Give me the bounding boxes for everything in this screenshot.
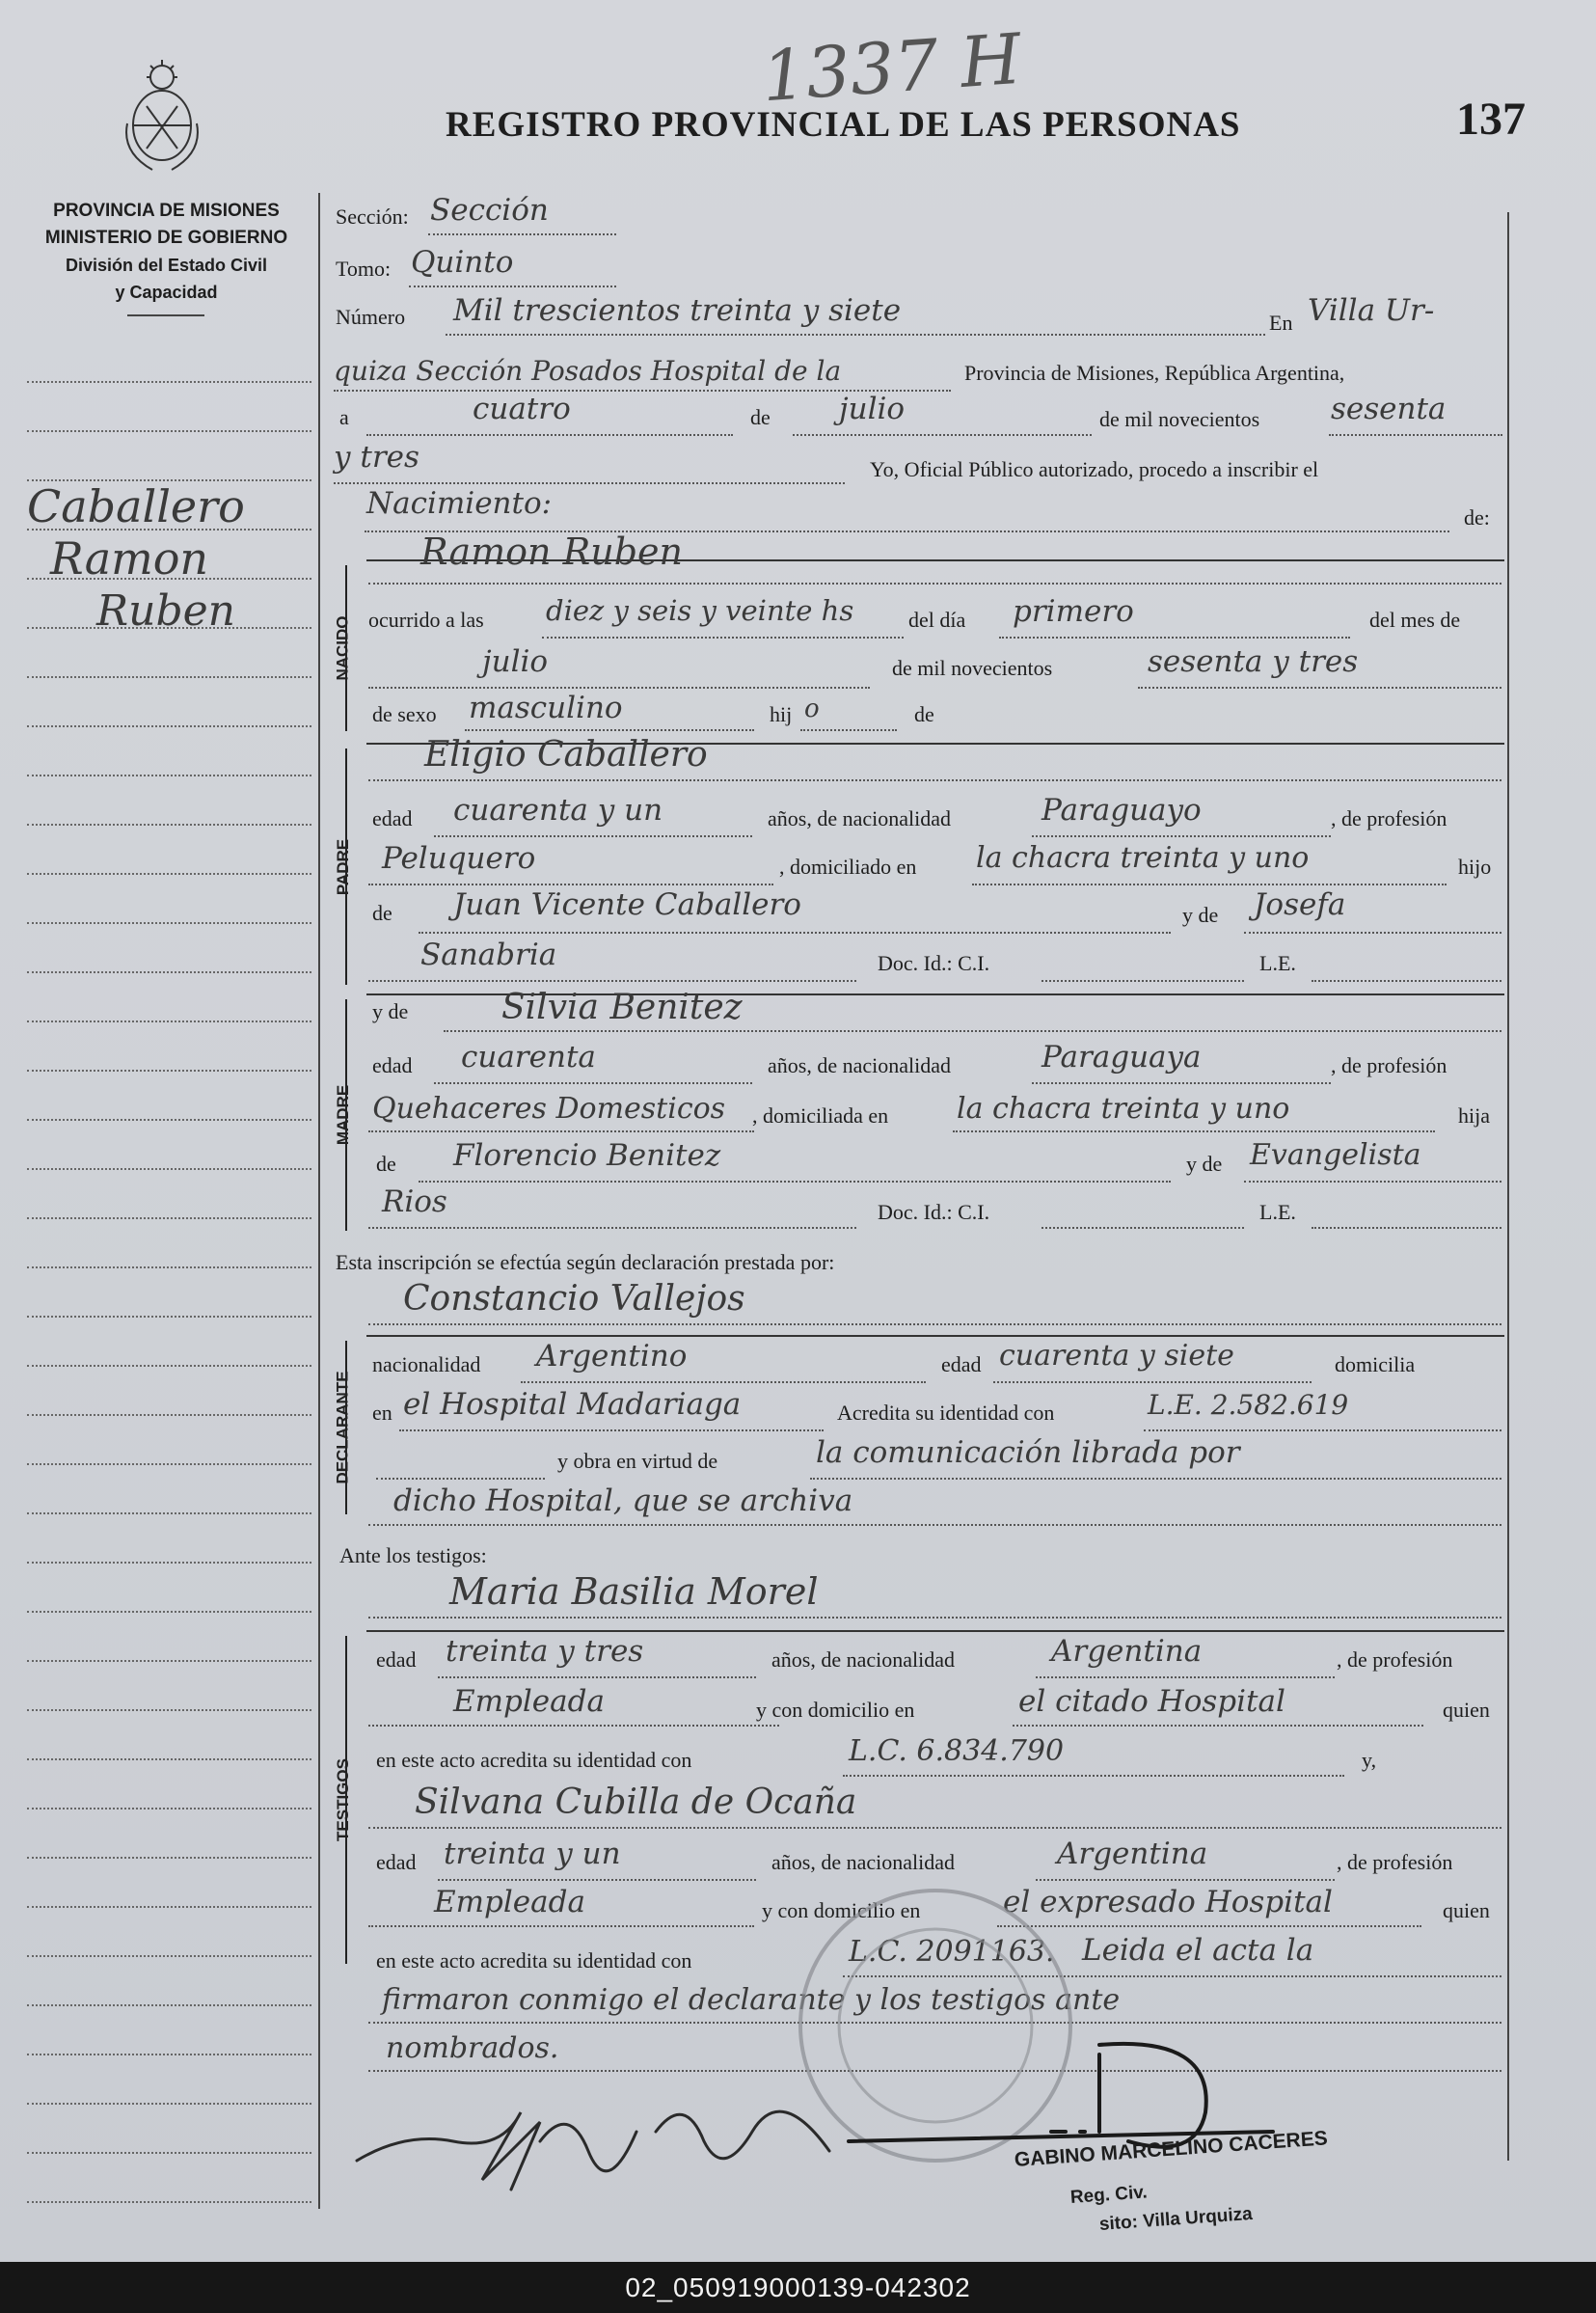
tomo-value: Quinto [411, 245, 514, 280]
section-madre-label: MADRE [334, 1084, 352, 1146]
padre-prof-value: Peluquero [382, 841, 536, 876]
testigo-1-edad-value: treinta y tres [446, 1634, 644, 1669]
padre-mother-value-1: Josefa [1254, 887, 1346, 922]
testigo-2-edad-value: treinta y un [444, 1837, 621, 1871]
act-value: Nacimiento: [366, 486, 553, 521]
testigo-2-dom-value: el expresado Hospital [1003, 1885, 1333, 1919]
issuer-capacity: y Capacidad [115, 283, 218, 302]
hijo-label: hij [770, 702, 793, 726]
declarante-id-value: L.E. 2.582.619 [1148, 1389, 1349, 1421]
testigo-1-prof-label: , de profesión [1337, 1647, 1453, 1672]
section-testigos-label: TESTIGOS [334, 1758, 352, 1841]
sexo-value: masculino [469, 691, 623, 725]
numero-label: Número [336, 305, 406, 329]
testigo-1-edad-label: edad [376, 1647, 417, 1672]
testigo-2-prof-value: Empleada [434, 1885, 585, 1919]
madre-prof-label: , de profesión [1331, 1053, 1447, 1077]
section-nacido-label: NACIDO [334, 615, 352, 681]
margin-divider [318, 193, 320, 2209]
testigo-1-id-value: L.C. 6.834.790 [849, 1734, 1065, 1768]
declarante-acredita-label: Acredita su identidad con [837, 1401, 1055, 1425]
madre-father-value: Florencio Benitez [453, 1138, 721, 1173]
madre-yde-label: y de [372, 999, 409, 1023]
act-de-label: de: [1464, 505, 1490, 530]
scan-id-footer [0, 2262, 1596, 2313]
de-label: de [750, 405, 771, 429]
month-value: julio [839, 392, 906, 426]
closing-text-2: firmaron conmigo el declarante y los testigos ante [382, 1983, 1121, 2017]
testigo-2-nac-value: Argentina [1057, 1837, 1208, 1871]
official-role: Reg. Civ. [1069, 2182, 1149, 2208]
year-value-2: y tres [334, 440, 419, 475]
padre-name-value: Eligio Caballero [424, 735, 708, 775]
padre-nac-label: años, de nacionalidad [768, 806, 951, 830]
mes-value: julio [482, 644, 549, 679]
margin-surname: Caballero [27, 480, 245, 532]
a-label: a [339, 405, 349, 429]
coat-of-arms-emblem [114, 56, 210, 181]
ocurrido-label: ocurrido a las [368, 608, 484, 632]
declarante-edad-label: edad [941, 1352, 982, 1376]
testigo-1-prof-value: Empleada [453, 1684, 605, 1719]
padre-yde-label: y de [1182, 903, 1219, 927]
testigo-1-dom-label: y con domicilio en [756, 1698, 915, 1722]
en-label: En [1269, 311, 1293, 335]
declarante-intro: Esta inscripción se efectúa según declaración prestada por: [336, 1250, 835, 1274]
padre-hijo-label: hijo [1458, 855, 1492, 879]
testigo-1-nac-value: Argentina [1051, 1634, 1203, 1669]
declarante-dom-label: domicilia [1335, 1352, 1416, 1376]
padre-dom-value: la chacra treinta y uno [976, 841, 1310, 875]
margin-name-1: Ramon [50, 532, 209, 585]
anio-value: sesenta y tres [1148, 644, 1359, 679]
testigo-2-nac-label: años, de nacionalidad [771, 1850, 955, 1874]
year-value-1: sesenta [1331, 392, 1447, 426]
padre-dom-label: , domiciliado en [779, 855, 917, 879]
issuer-underline [127, 314, 204, 316]
hour-value: diez y seis y veinte hs [546, 594, 854, 627]
numero-value: Mil trescientos treinta y siete [453, 293, 902, 328]
seccion-label: Sección: [336, 204, 409, 229]
testigo-2-prof-label: , de profesión [1337, 1850, 1453, 1874]
page-number: 137 [1456, 94, 1526, 145]
day-value: cuatro [473, 392, 571, 426]
testigo-1-quien-label: quien [1443, 1698, 1490, 1722]
closing-text-1: Leida el acta la [1082, 1933, 1314, 1968]
testigo-1-name: Maria Basilia Morel [449, 1570, 819, 1613]
declarante-nac-value: Argentino [536, 1339, 688, 1374]
padre-prof-label: , de profesión [1331, 806, 1447, 830]
nacido-de-label: de [914, 702, 934, 726]
madre-edad-label: edad [372, 1053, 413, 1077]
madre-name-value: Silvia Benitez [501, 988, 743, 1027]
testigo-2-edad-label: edad [376, 1850, 417, 1874]
padre-nac-value: Paraguayo [1041, 793, 1202, 828]
madre-mother-value-1: Evangelista [1250, 1138, 1421, 1172]
madre-de-label: de [376, 1152, 396, 1176]
issuer-province: PROVINCIA DE MISIONES [53, 201, 280, 221]
sexo-label: de sexo [372, 702, 437, 726]
testigo-1-y-label: y, [1362, 1748, 1377, 1772]
year-label: de mil novecientos [1099, 407, 1260, 431]
madre-dom-value: la chacra treinta y uno [957, 1092, 1290, 1126]
section-declarante-label: DECLARANTE [334, 1371, 353, 1484]
testigo-1-dom-value: el citado Hospital [1018, 1684, 1285, 1719]
declarante-obra-value-1: la comunicación librada por [816, 1435, 1240, 1470]
testigo-2-dom-label: y con domicilio en [762, 1898, 921, 1922]
testigos-intro: Ante los testigos: [339, 1543, 487, 1567]
del-mes-label: del mes de [1369, 608, 1461, 632]
testigo-1-nac-label: años, de nacionalidad [771, 1647, 955, 1672]
padre-de-label: de [372, 901, 392, 925]
madre-edad-value: cuarenta [461, 1040, 596, 1075]
declarante-obra-value-2: dicho Hospital, que se archiva [393, 1483, 853, 1518]
document-title: REGISTRO PROVINCIAL DE LAS PERSONAS [446, 105, 1241, 145]
padre-le-label: L.E. [1259, 951, 1296, 975]
nacido-name-value: Ramon Ruben [420, 531, 683, 573]
declarante-edad-value: cuarenta y siete [999, 1339, 1234, 1373]
tomo-label: Tomo: [336, 257, 392, 281]
declarante-dom-value: el Hospital Madariaga [403, 1387, 742, 1422]
madre-dom-label: , domiciliada en [752, 1103, 889, 1128]
margin-name-2: Ruben [96, 586, 236, 636]
testigo-1-acredita-label: en este acto acredita su identidad con [376, 1748, 692, 1772]
issuer-division: División del Estado Civil [65, 256, 268, 275]
madre-hija-label: hija [1458, 1103, 1490, 1128]
issuer-ministry: MINISTERIO DE GOBIERNO [44, 228, 288, 248]
place-value-1: Villa Ur- [1308, 293, 1435, 328]
place-value-2: quiza Sección Posados Hospital de la [334, 355, 842, 387]
official-location: sito: Villa Urquiza [1098, 2203, 1254, 2235]
scan-id: 02_050919000139-042302 [625, 2272, 971, 2302]
madre-prof-value: Quehaceres Domesticos [372, 1092, 726, 1126]
madre-mother-value-2: Rios [382, 1184, 447, 1219]
declarante-nac-label: nacionalidad [372, 1352, 481, 1376]
padre-father-value: Juan Vicente Caballero [453, 887, 801, 922]
madre-nac-value: Paraguaya [1041, 1040, 1202, 1075]
handwritten-record-number: 1337 H [759, 17, 1024, 118]
padre-edad-value: cuarenta y un [453, 793, 663, 828]
testigo-2-id-value: L.C. 2091163. [849, 1935, 1055, 1969]
section-padre-label: PADRE [334, 838, 352, 895]
declarante-en-label: en [372, 1401, 392, 1425]
witness-signatures [347, 2074, 849, 2209]
declarante-name-value: Constancio Vallejos [403, 1279, 745, 1319]
del-dia-label: del día [908, 608, 966, 632]
testigo-2-acredita-label: en este acto acredita su identidad con [376, 1948, 692, 1973]
madre-nac-label: años, de nacionalidad [768, 1053, 951, 1077]
province-text: Provincia de Misiones, República Argentina, [964, 361, 1345, 385]
issuer-block [29, 198, 304, 306]
madre-doc-label: Doc. Id.: C.I. [878, 1200, 990, 1224]
testigo-2-name: Silvana Cubilla de Ocaña [415, 1782, 857, 1822]
official-name: GABINO MARCELINO CACERES [1014, 2127, 1329, 2171]
official-text: Yo, Oficial Público autorizado, procedo a inscribir el [870, 457, 1319, 481]
declarante-obra-label: y obra en virtud de [557, 1449, 718, 1473]
testigo-2-quien-label: quien [1443, 1898, 1490, 1922]
dia-value: primero [1013, 594, 1134, 629]
right-border [1507, 212, 1509, 2161]
seccion-value: Sección [430, 193, 549, 228]
hijo-value: o [804, 694, 820, 723]
anio-label: de mil novecientos [892, 656, 1053, 680]
madre-le-label: L.E. [1259, 1200, 1296, 1224]
padre-edad-label: edad [372, 806, 413, 830]
closing-text-3: nombrados. [386, 2031, 559, 2065]
madre-yde2-label: y de [1186, 1152, 1223, 1176]
padre-mother-value-2: Sanabria [420, 938, 557, 972]
padre-doc-label: Doc. Id.: C.I. [878, 951, 990, 975]
